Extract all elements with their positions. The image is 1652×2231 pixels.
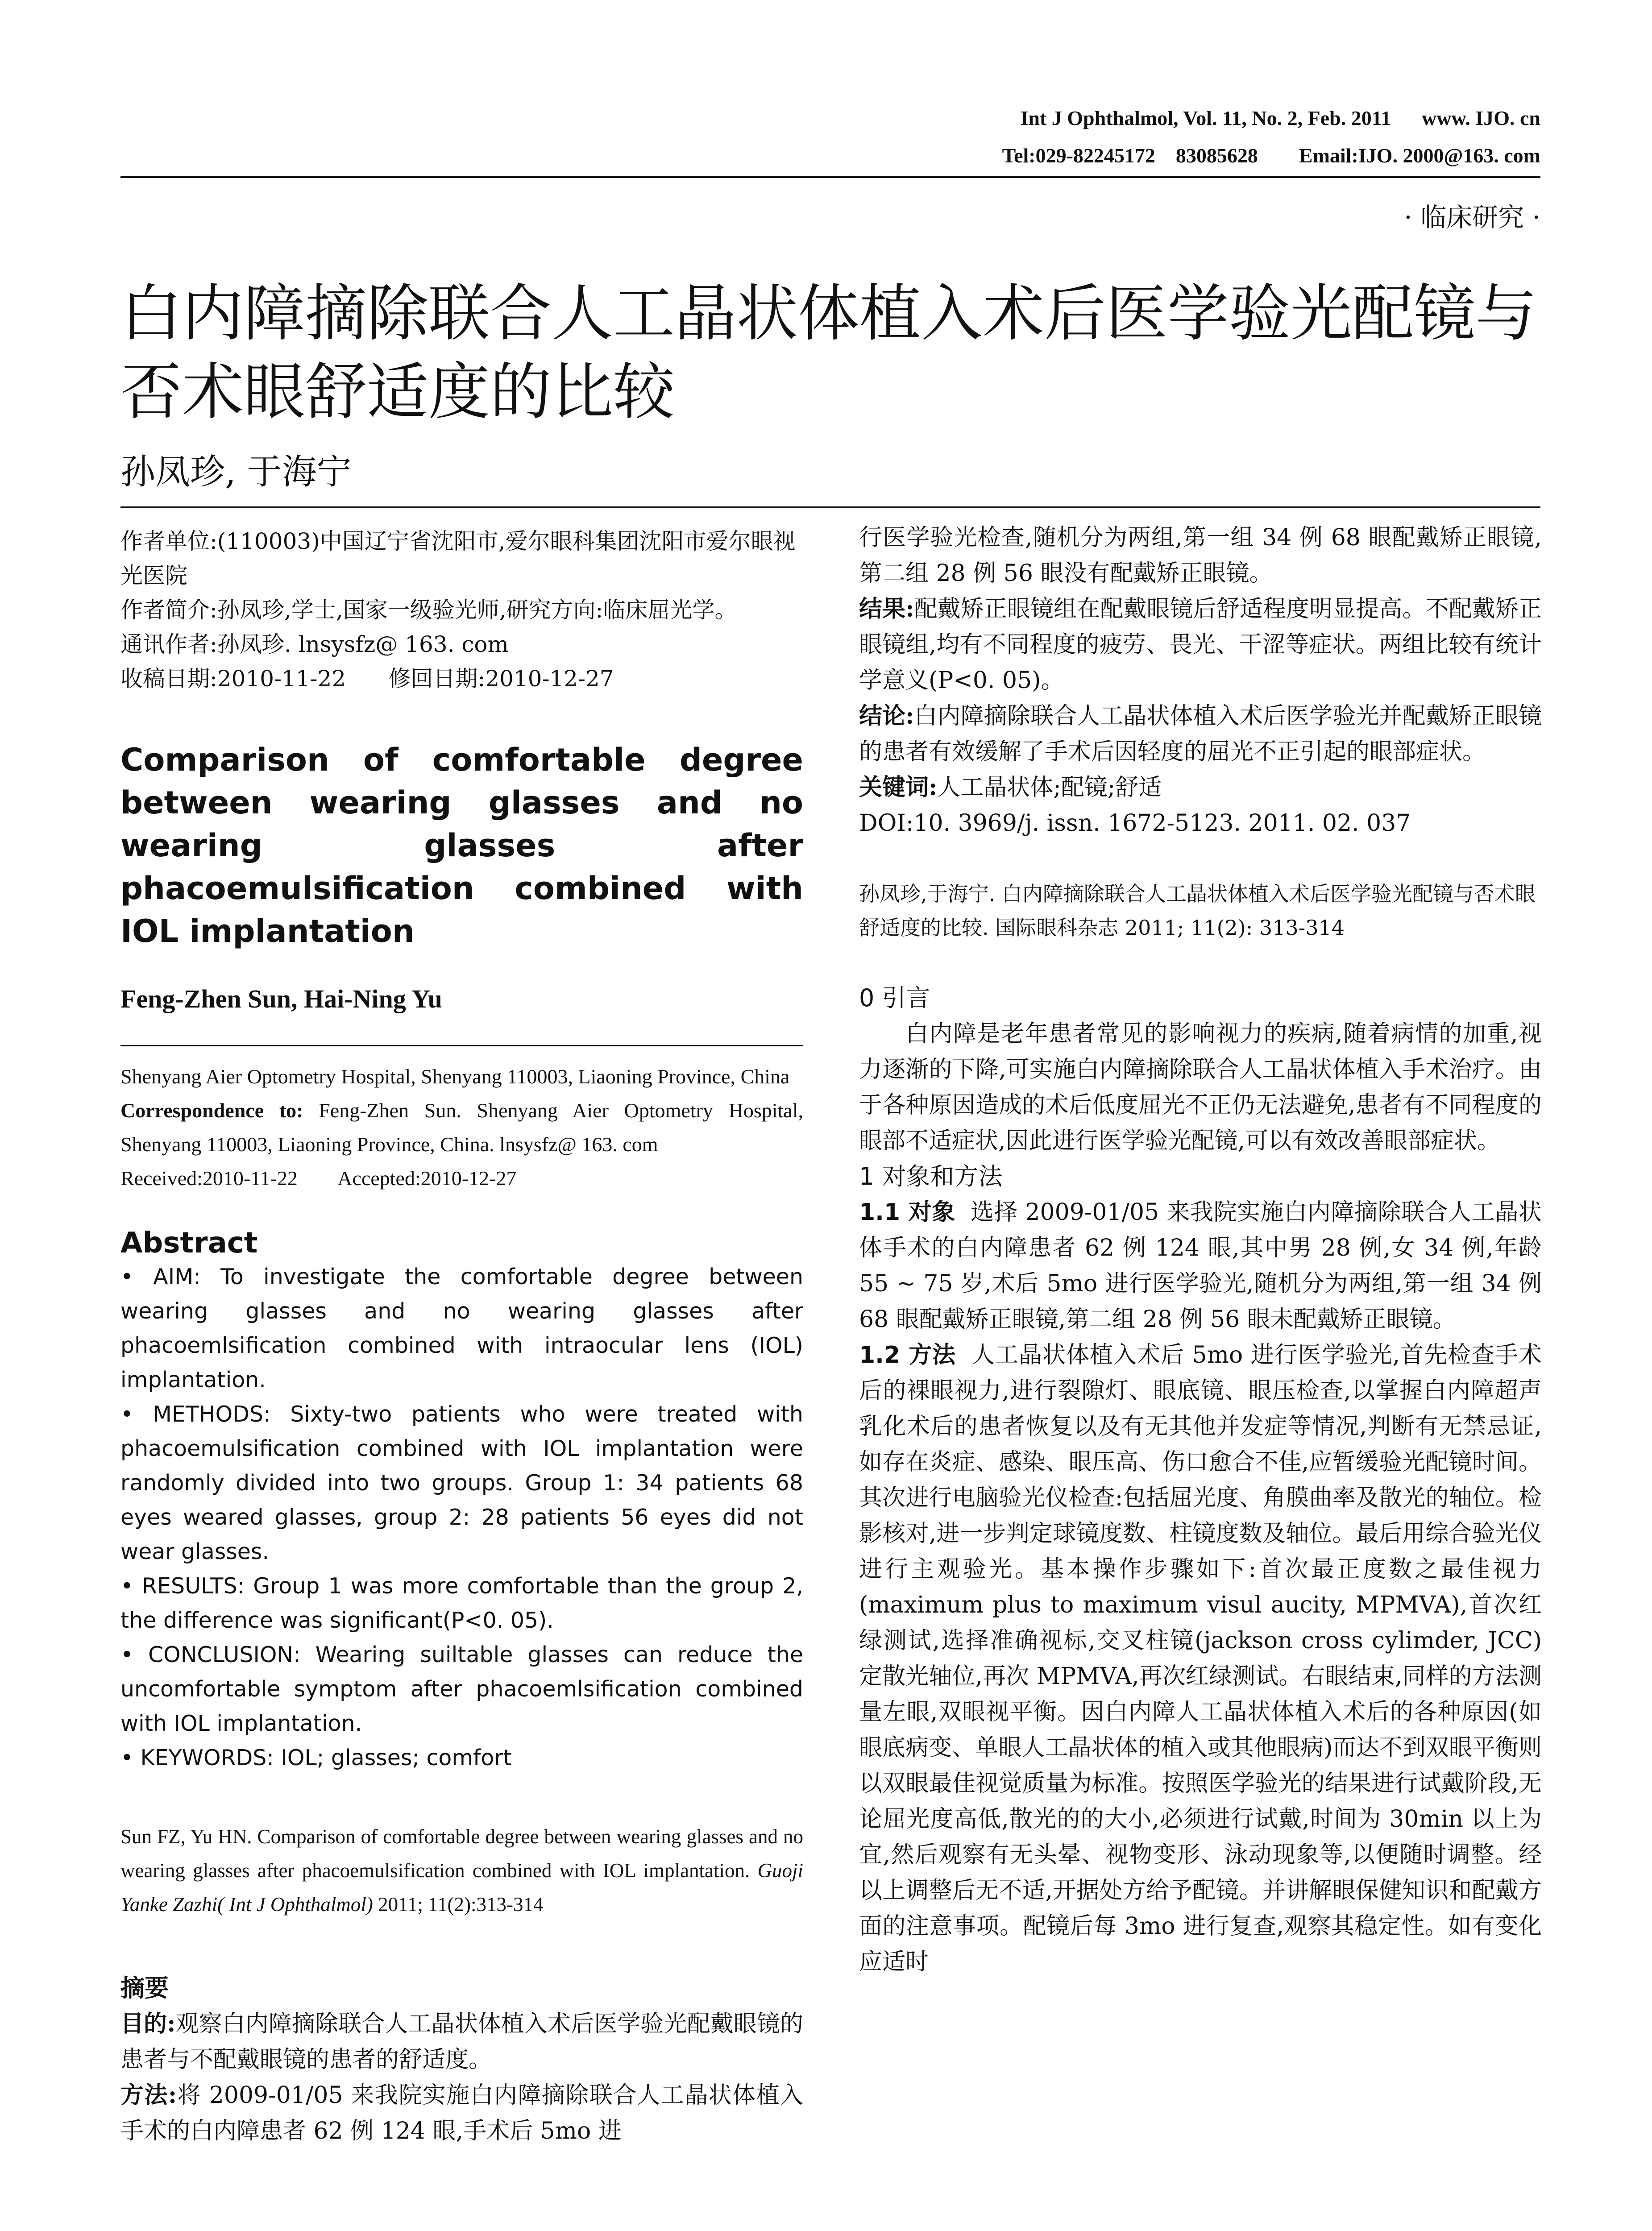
english-dates: Received:2010-11-22 Accepted:2010-12-27 — [120, 1167, 517, 1190]
english-affiliation: Shenyang Aier Optometry Hospital, Shenyang 110003, Liaoning Province, China — [120, 1065, 790, 1088]
intro-paragraph: 白内障是老年患者常见的影响视力的疾病,随着病情的加重,视力逐渐的下降,可实施白内障摘除联合人工晶状体植入手术治疗。由于各种原因造成的术后低度屈光不正仍无法避免,患者有不同程度的眼部不适症状,因此进行医学验光配镜,可以有效改善眼部症状。 — [859, 1020, 1542, 1154]
header-rule — [120, 176, 1540, 178]
english-authors: Feng-Zhen Sun, Hai-Ning Yu — [120, 984, 442, 1013]
zh-abstract-conclusion — [859, 698, 1542, 770]
subjects-label: 1.1 对象 — [859, 1199, 955, 1226]
abstract-results: • RESULTS: Group 1 was more comfortable than the group 2, the difference was significant(P<0. 05). — [120, 1573, 803, 1633]
doi: DOI:10. 3969/j. issn. 1672-5123. 2011. 02. 037 — [859, 810, 1411, 837]
zh-keywords-text: 人工晶状体;配镜;舒适 — [937, 774, 1162, 801]
zh-conclusion-text: 白内障摘除联合人工晶状体植入术后医学验光并配戴矫正眼镜的患者有效缓解了手术后因轻度的屈光不正引起的眼部症状。 — [859, 703, 1542, 765]
procedure-text: 人工晶状体植入术后 5mo 进行医学验光,首先检查手术后的裸眼视力,进行裂隙灯、眼底镜、眼压检查,以掌握白内障超声乳化术后的患者恢复以及有无其他并发症等情况,判断有无禁忌证,如存在炎症、感染、眼压高、伤口愈合不佳,应暂缓验光配镜时间。其次进行电脑验光仪检查:包括屈光度、角膜曲率及散光的轴位。检影核对,进一步判定球镜度数、柱镜度数及轴位。最后用综合验光仪进行主观验光。基本操作步骤如下:首次最正度数之最佳视力(maximum plus to maximum visul aucity, MPMVA),首次红绿测试,选择准确视标,交叉柱镜(jackson cross cylimder, JCC)定散光轴位,再次 MPMVA,再次红绿测试。右眼结束,同样的方法测量左眼,双眼视平衡。因白内障人工晶状体植入术后的各种原因(如眼底病变、单眼人工晶状体的植入或其他眼病)而达不到双眼平衡则以双眼最佳视觉质量为标准。按照医学验光的结果进行试戴阶段,无论屈光度高低,散光的的大小,必须进行试戴,时间为 30min 以上为宜,然后观察有无头晕、视物变形、泳动现象等,以便随时调整。经以上调整后无不适,开据处方给予配镜。并讲解眼保健知识和配戴方面的注意事项。配镜后每 3mo 进行复查,观察其稳定性。如有变化应适时 — [859, 1342, 1542, 1975]
english-citation — [120, 1820, 803, 1921]
zh-abstract-result — [859, 591, 1542, 698]
zh-aim-text: 观察白内障摘除联合人工晶状体植入术后医学验光配戴眼镜的患者与不配戴眼镜的患者的舒适度。 — [120, 2011, 803, 2073]
intro-heading: 0 引言 — [859, 984, 930, 1012]
title-rule — [120, 506, 1540, 508]
article-title: 白内障摘除联合人工晶状体植入术后医学验光配镜与否术眼舒适度的比较 — [120, 278, 1537, 428]
subjects-text: 选择 2009-01/05 来我院实施白内障摘除联合人工晶状体手术的白内障患者 62 例 124 眼,其中男 28 例,女 34 例,年龄 55 ~ 75 岁,术后 5mo 进行医学验光,随机分为两组,第一组 34 例 68 眼配戴矫正眼镜,第二组 28 例 56 眼未配戴矫正眼镜。 — [859, 1199, 1549, 1333]
abstract-aim: • AIM: To investigate the comfortable degree between wearing glasses and no wearing glasses after phacoemlsification combined with intraocular lens (IOL) implantation. — [120, 1264, 803, 1393]
left-column — [120, 520, 803, 2149]
zh-citation: 孙凤珍,于海宁. 白内障摘除联合人工晶状体植入术后医学验光配镜与否术眼舒适度的比较. 国际眼科杂志 2011; 11(2): 313-314 — [859, 882, 1536, 940]
zh-method-text-left: 将 2009-01/05 来我院实施白内障摘除联合人工晶状体植入手术的白内障患者 62 例 124 眼,手术后 5mo 进 — [120, 2082, 803, 2144]
zh-result-text: 配戴矫正眼镜组在配戴眼镜后舒适程度明显提高。不配戴矫正眼镜组,均有不同程度的疲劳、畏光、干涩等症状。两组比较有统计学意义(P<0. 05)。 — [859, 596, 1542, 694]
english-citation-journal: Guoji Yanke Zazhi( Int J Ophthalmol) — [120, 1859, 803, 1916]
zh-conclusion-label: 结论: — [859, 702, 914, 730]
abstract-keywords: • KEYWORDS: IOL; glasses; comfort — [120, 1745, 512, 1771]
article-authors: 孙凤珍, 于海宁 — [120, 452, 352, 492]
zh-abstract-heading: 摘要 — [120, 1974, 169, 2002]
english-citation-text: Sun FZ, Yu HN. Comparison of comfortable degree between wearing glasses and no wearing glasses after phacoemulsification combined with IOL implantation. — [120, 1825, 803, 1882]
zh-keywords — [859, 770, 1542, 805]
zh-abstract-aim — [120, 2006, 803, 2078]
methods-heading: 1 对象和方法 — [859, 1162, 1003, 1190]
corresponding-author: 通讯作者:孙凤珍. lnsysfz@ 163. com — [120, 631, 509, 657]
methods-subjects — [859, 1194, 1549, 1337]
received-revised-dates: 收稿日期:2010-11-22 修回日期:2010-12-27 — [120, 666, 614, 692]
journal-header-line1: Int J Ophthalmol, Vol. 11, No. 2, Feb. 2011 www. IJO. cn — [1020, 107, 1540, 129]
author-rule — [120, 1045, 803, 1046]
zh-result-label: 结果: — [859, 595, 914, 622]
zh-method-label: 方法: — [120, 2082, 177, 2109]
zh-abstract-method — [120, 2078, 803, 2149]
abstract-conclusion: • CONCLUSION: Wearing suiltable glasses can reduce the uncomfortable symptom after phacoemlsification combined with IOL implantation. — [120, 1642, 803, 1736]
abstract-heading: Abstract — [120, 1227, 258, 1260]
zh-aim-label: 目的: — [120, 2010, 176, 2037]
author-unit: 作者单位:(110003)中国辽宁省沈阳市,爱尔眼科集团沈阳市爱尔眼视光医院 — [120, 528, 796, 589]
correspondence-text: Feng-Zhen Sun. Shenyang Aier Optometry Hospital, Shenyang 110003, Liaoning Province, China. lnsysfz@ 163. com — [120, 1099, 803, 1156]
abstract-methods: • METHODS: Sixty-two patients who were treated with phacoemulsification combined with IOL implantation were randomly divided into two groups. Group 1: 34 patients 68 eyes weared glasses, group 2: 28 patients 56 eyes did not wear glasses. — [120, 1402, 803, 1564]
zh-method-continued: 行医学验光检查,随机分为两组,第一组 34 例 68 眼配戴矫正眼镜,第二组 28 例 56 眼没有配戴矫正眼镜。 — [859, 524, 1542, 587]
zh-keywords-label: 关键词: — [859, 774, 938, 801]
english-correspondence — [120, 1094, 803, 1161]
right-column — [859, 520, 1549, 1980]
journal-header-line2: Tel:029-82245172 83085628 Email:IJO. 2000@163. com — [1002, 144, 1540, 167]
correspondence-label: Correspondence to: — [120, 1099, 303, 1122]
english-title: Comparison of comfortable degree between wearing glasses and no wearing glasses after phacoemulsification combined with IOL implantation — [120, 742, 803, 950]
english-citation-tail: 2011; 11(2):313-314 — [373, 1893, 544, 1916]
author-bio: 作者简介:孙凤珍,学士,国家一级验光师,研究方向:临床屈光学。 — [120, 597, 737, 623]
procedure-label: 1.2 方法 — [859, 1342, 956, 1368]
section-tag: · 临床研究 · — [1404, 202, 1540, 232]
methods-procedure — [859, 1337, 1542, 1980]
